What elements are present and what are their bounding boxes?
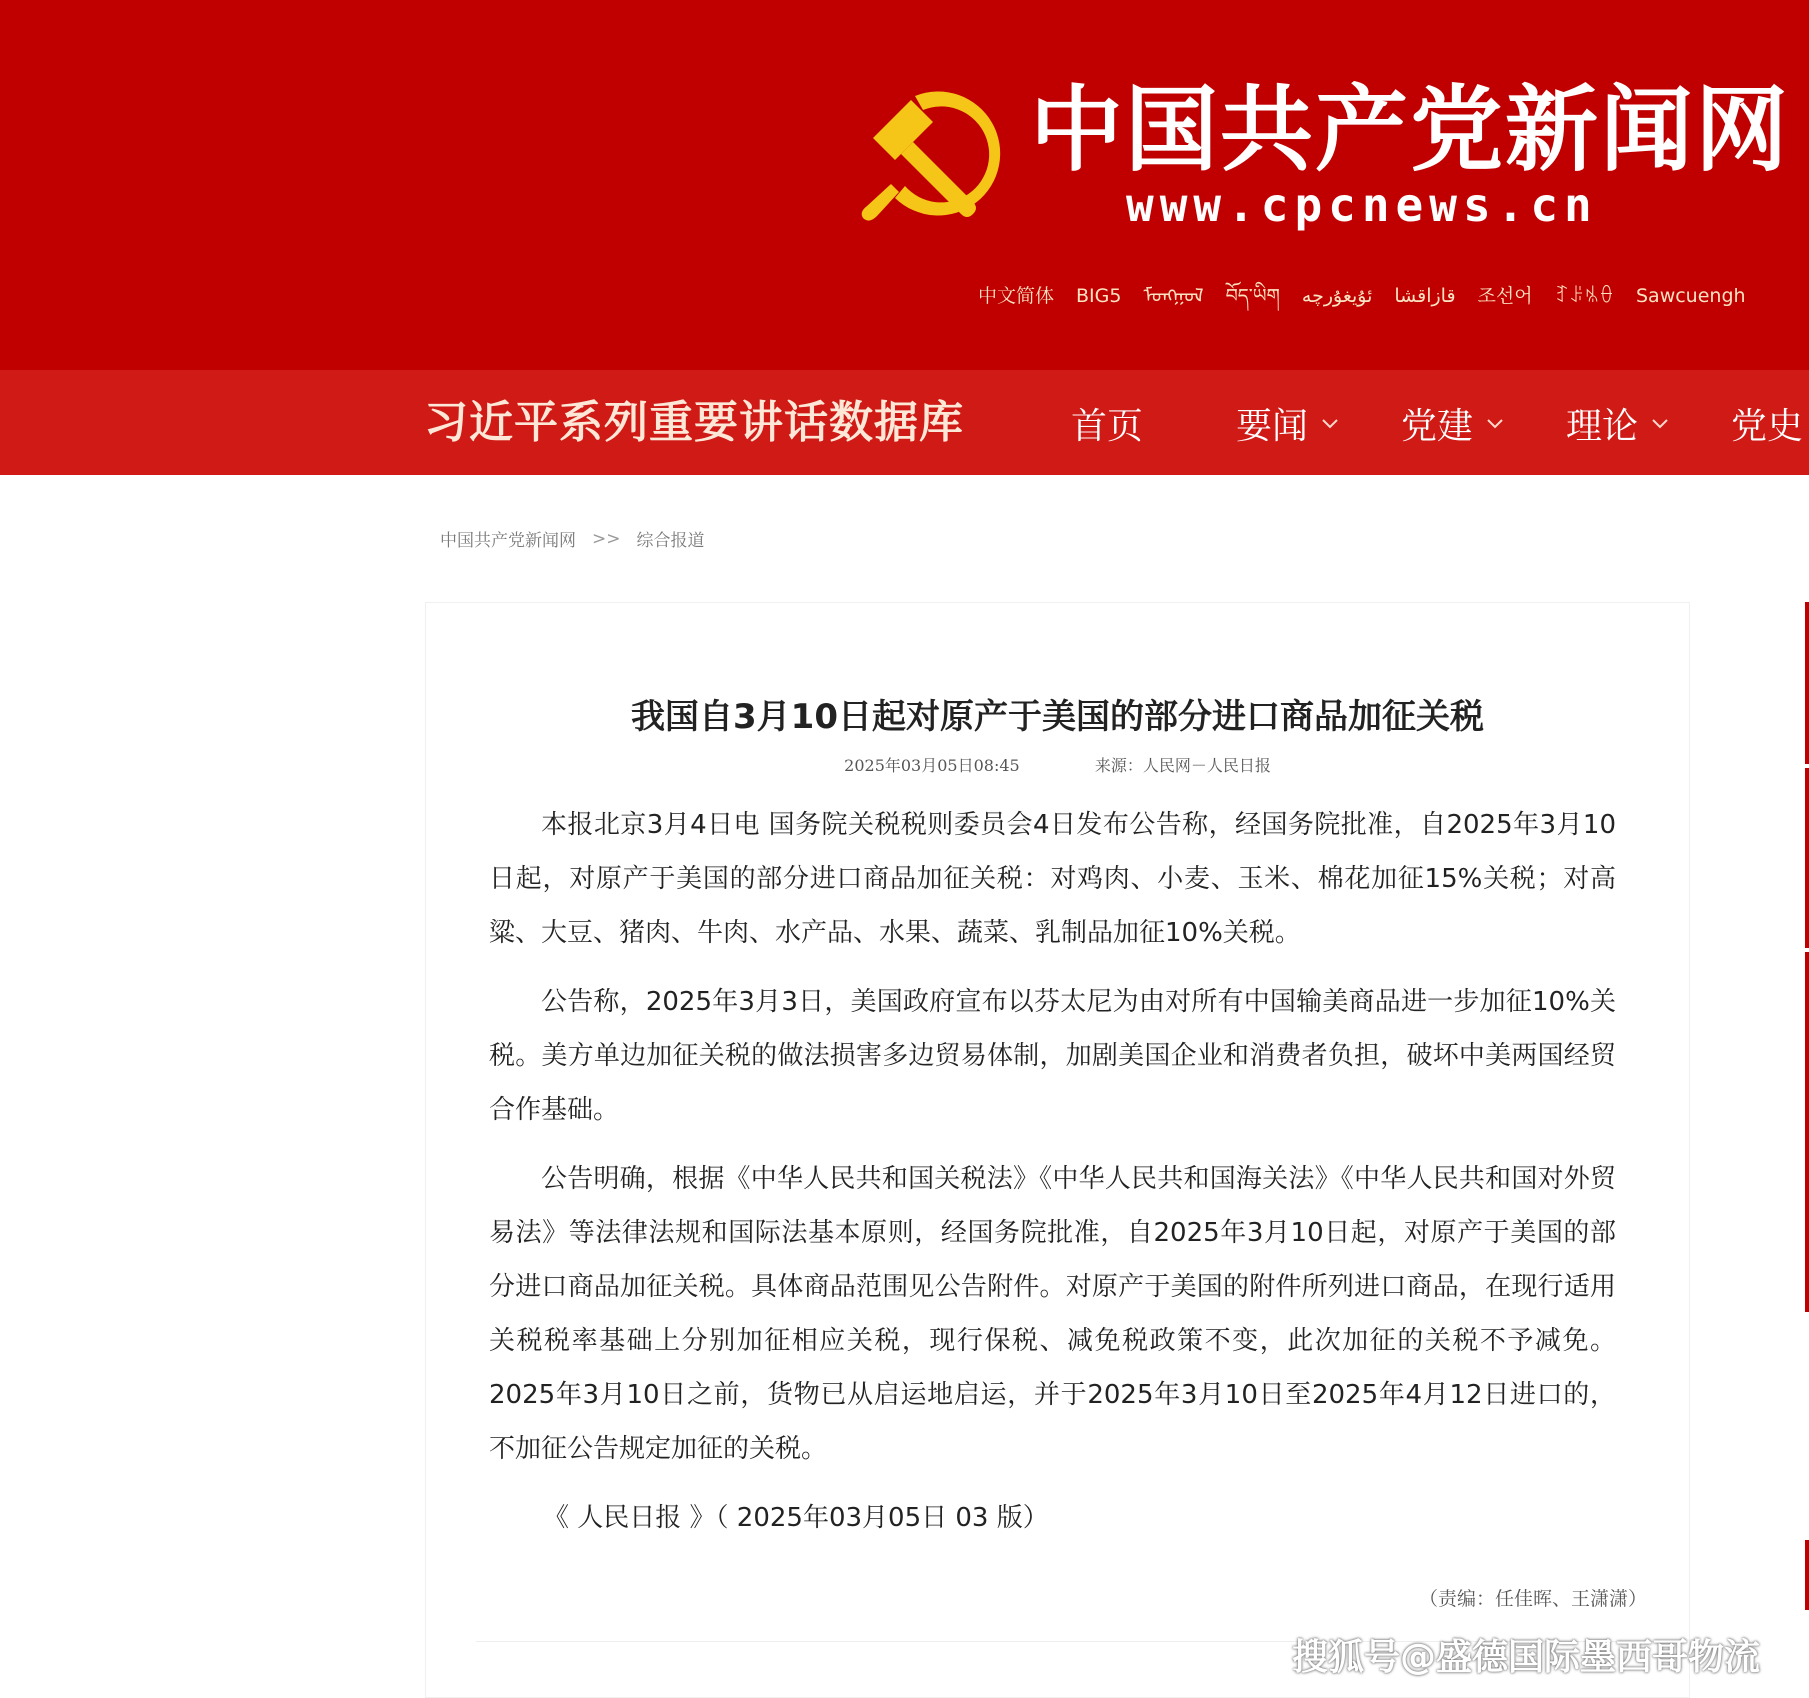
lang-zhuang[interactable]: Sawcuengh [1635,285,1746,307]
article-source[interactable]: 来源：人民网－人民日报 [1094,756,1271,775]
side-accent [1805,602,1809,764]
site-header [0,0,1809,370]
breadcrumb [440,526,705,551]
lang-big5[interactable]: BIG5 [1076,285,1122,307]
article-citation: 《 人民日报 》（ 2025年03月05日 03 版） [543,1503,1049,1533]
article-paragraph: 本报北京3月4日电 国务院关税税则委员会4日发布公告称，经国务院批准，自2025年3月10日起，对原产于美国的部分进口商品加征关税：对鸡肉、小麦、玉米、棉花加征15%关税；对高粱、大豆、猪肉、牛肉、水产品、水果、蔬菜、乳制品加征10%关税。 [489,810,1616,948]
article-paragraph: 公告称，2025年3月3日，美国政府宣布以芬太尼为由对所有中国输美商品进一步加征10%关税。美方单边加征关税的做法损害多边贸易体制，加剧美国企业和消费者负担，破坏中美两国经贸合作基础。 [489,987,1616,1125]
lang-yi[interactable]: ꆈꌠꁱꂷ [1554,285,1614,307]
lang-uyghur[interactable]: ئۇيغۇرچە [1301,285,1373,307]
lang-tibetan[interactable]: བོད་ཡིག [1225,285,1280,307]
article-datetime: 2025年03月05日08:45 [844,756,1020,775]
article-body [489,798,1616,1560]
nav-item-label: 党史 [1731,405,1804,447]
nav-item-label: 党建 [1401,405,1474,447]
side-accent [1805,1540,1809,1610]
watermark: 搜狐号@盛德国际墨西哥物流 [1292,1637,1761,1678]
side-accent [1805,768,1809,948]
nav-item-news[interactable] [1236,396,1340,450]
article-meta [426,755,1689,777]
speech-database-link[interactable]: 习近平系列重要讲话数据库 [424,397,964,448]
article-title: 我国自3月10日起对原产于美国的部分进口商品加征关税 [631,697,1484,737]
lang-simplified-chinese[interactable]: 中文简体 [978,285,1055,307]
chevron-down-icon [1485,413,1505,433]
lang-kazakh[interactable]: قازاقشا [1394,285,1456,307]
nav-item-party-building[interactable] [1401,396,1505,450]
nav-item-home[interactable] [1071,396,1143,450]
breadcrumb-home-link[interactable]: 中国共产党新闻网 [440,531,576,551]
nav-item-party-history[interactable] [1731,396,1803,450]
lang-mongolian[interactable]: ᠮᠣᠩᠭᠣᠯ [1143,285,1204,307]
breadcrumb-separator: >> [592,528,621,549]
hammer-sickle-icon[interactable] [855,80,1005,230]
side-accent [1805,952,1809,1312]
nav-item-label: 首页 [1071,405,1144,447]
article-card [425,602,1690,1698]
nav-item-label: 理论 [1566,405,1639,447]
main-nav [0,370,1809,475]
nav-item-theory[interactable] [1566,396,1670,450]
site-title[interactable]: 中国共产党新闻网 [1030,76,1790,184]
article-editor: （责编：任佳晖、王潇潇） [1418,1588,1647,1610]
chevron-down-icon [1650,413,1670,433]
article-paragraph: 公告明确，根据《中华人民共和国关税法》《中华人民共和国海关法》《中华人民共和国对外贸易法》等法律法规和国际法基本原则，经国务院批准，自2025年3月10日起，对原产于美国的部分进口商品加征关税。具体商品范围见公告附件。对原产于美国的附件所列进口商品，在现行适用关税税率基础上分别加征相应关税，现行保税、减免税政策不变，此次加征的关税不予减免。2025年3月10日之前，货物已从启运地启运，并于2025年3月10日至2025年4月12日进口的，不加征公告规定加征的关税。 [489,1164,1616,1464]
language-switcher [978,278,1768,314]
chevron-down-icon [1320,413,1340,433]
breadcrumb-section-link[interactable]: 综合报道 [636,531,705,551]
lang-korean[interactable]: 조선어 [1477,285,1533,307]
nav-item-label: 要闻 [1236,405,1309,447]
site-url[interactable]: www.cpcnews.cn [1126,178,1598,232]
